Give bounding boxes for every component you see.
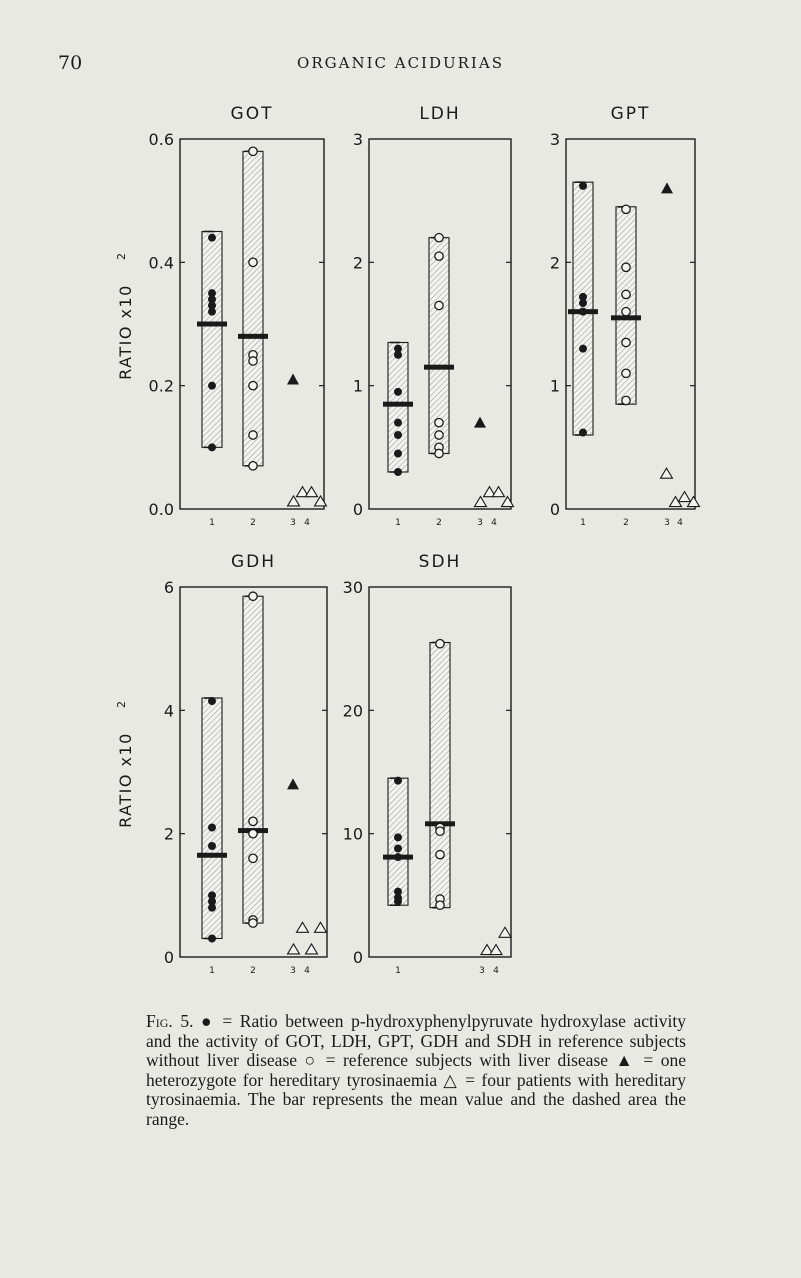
y-tick-label: 0.2 [148,376,174,396]
data-point [579,345,587,353]
series-group-2 [611,205,641,405]
data-point [394,898,402,906]
chart-panel-ldh [353,104,514,528]
chart-panel-got [115,104,327,528]
chart-panel-gpt [550,104,700,528]
data-point [436,827,444,835]
data-point [394,450,402,458]
data-point [394,351,402,359]
data-point [315,922,327,932]
data-point [394,833,402,841]
data-point [490,945,502,955]
series-group-1 [197,697,227,942]
y-tick-label: 20 [342,701,363,721]
data-point [208,697,216,705]
range-box [388,778,408,905]
data-point [288,944,300,954]
mean-bar [197,322,227,327]
data-point [475,497,487,507]
y-tick-label: 2 [549,253,560,273]
x-group-label: 4 [491,518,497,528]
y-tick-label: 4 [163,701,174,721]
x-group-label: 3 [479,966,485,976]
data-point [579,429,587,437]
data-point [435,449,443,457]
caption-label: Fig. 5. [146,1011,194,1031]
data-point [249,357,257,365]
y-axis-label-exponent: 2 [115,701,128,708]
data-point [579,308,587,316]
series-group-2 [238,592,268,927]
mean-bar [383,402,413,407]
series-group-2 [425,640,455,910]
y-tick-label: 3 [549,130,560,149]
data-point [288,496,300,506]
data-point [435,233,443,241]
x-group-label: 2 [250,966,256,976]
x-group-label: 3 [290,966,296,976]
data-point [208,234,216,242]
x-group-label: 3 [664,518,670,528]
data-point [622,396,630,404]
data-point [499,927,511,937]
y-tick-label: 0 [163,948,174,967]
mean-bar [238,334,268,339]
chart-title: GDH [230,552,277,572]
y-axis-label [115,701,135,828]
chart-panel-sdh [343,552,511,976]
x-group-label: 1 [209,518,215,528]
series-group-3 [287,374,299,385]
mean-bar [424,365,454,370]
y-tick-label: 2 [352,253,363,273]
data-point [579,299,587,307]
x-group-label: 4 [677,518,683,528]
x-group-label: 1 [580,518,586,528]
data-point [622,290,630,298]
data-point [315,496,327,506]
data-point [249,854,257,862]
data-point [622,205,630,213]
caption-text-2: = reference subjects with liver disease [318,1050,616,1070]
data-point [297,922,309,932]
y-tick-label: 0 [549,500,560,519]
data-point [249,462,257,470]
figure-caption [146,1012,686,1129]
data-point [394,844,402,852]
data-point [622,263,630,271]
range-box [202,232,222,448]
y-tick-label: 10 [342,824,363,844]
data-point [435,431,443,439]
y-axis-label-text: RATIO x10 [116,732,135,828]
x-group-label: 1 [395,966,401,976]
x-group-label: 3 [290,518,296,528]
data-point [208,904,216,912]
y-tick-label: 3 [352,130,363,149]
series-group-1 [383,777,413,906]
data-point [622,338,630,346]
series-group-3 [287,778,299,789]
data-point [394,431,402,439]
data-point [435,252,443,260]
series-group-3 [474,417,486,428]
range-box [243,151,263,466]
data-point [208,824,216,832]
open-triangle-icon: △ [443,1069,459,1090]
chart-title: GPT [610,104,651,124]
data-point [394,419,402,427]
y-tick-label: 2 [163,824,174,844]
data-point [208,308,216,316]
data-point [208,443,216,451]
y-tick-label: 0 [352,500,363,519]
data-point [435,301,443,309]
series-group-4 [288,922,327,954]
data-point [502,497,514,507]
range-box [243,596,263,923]
series-group-4 [661,468,700,506]
y-tick-label: 0 [352,948,363,967]
series-group-4 [481,927,511,954]
caption-text-4: = four patients with hereditary tyrosinaemia. The bar represents the mean value and the dashed area the range. [146,1069,686,1129]
running-head: ORGANIC ACIDURIAS [297,54,504,72]
data-point [287,778,299,789]
data-point [436,640,444,648]
data-point [679,492,691,502]
series-group-1 [197,232,227,452]
y-tick-label: 1 [352,376,363,396]
data-point [306,487,318,497]
data-point [249,147,257,155]
filled-circle-icon: ● [201,1011,215,1031]
data-point [249,381,257,389]
y-tick-label: 30 [342,578,363,597]
series-group-3 [661,182,673,193]
data-point [435,418,443,426]
data-point [208,842,216,850]
data-point [661,468,673,478]
open-circle-icon: ○ [304,1050,319,1070]
chart-panel-gdh [115,552,327,976]
data-point [249,817,257,825]
data-point [622,369,630,377]
x-group-label: 1 [209,966,215,976]
page-number: 70 [58,52,83,74]
y-tick-label: 6 [163,578,174,597]
data-point [394,853,402,861]
data-point [661,182,673,193]
data-point [249,919,257,927]
range-box [430,643,450,908]
data-point [493,487,505,497]
y-axis-label-text: RATIO x10 [116,284,135,380]
data-point [394,468,402,476]
chart-title: GOT [230,104,274,124]
data-point [436,850,444,858]
data-point [249,258,257,266]
chart-title: LDH [419,104,461,124]
data-point [208,382,216,390]
x-group-label: 1 [395,518,401,528]
series-group-4 [475,487,514,507]
data-point [306,944,318,954]
x-group-label: 2 [623,518,629,528]
caption-text-3: = one heterozygote for hereditary tyrosinaemia [146,1050,686,1090]
y-tick-label: 0.0 [148,500,174,519]
data-point [394,388,402,396]
series-group-4 [288,487,327,506]
x-group-label: 4 [304,518,310,528]
chart-title: SDH [418,552,462,572]
data-point [394,777,402,785]
series-group-2 [238,147,268,470]
x-group-label: 2 [436,518,442,528]
y-axis-label [115,253,135,380]
series-group-1 [568,182,598,437]
x-group-label: 4 [493,966,499,976]
data-point [287,374,299,385]
y-tick-label: 1 [549,376,560,396]
data-point [622,307,630,315]
y-tick-label: 0.4 [148,253,174,273]
y-axis-label-exponent: 2 [115,253,128,260]
data-point [436,901,444,909]
x-group-label: 2 [250,518,256,528]
data-point [579,182,587,190]
filled-triangle-icon: ▲ [615,1050,636,1070]
series-group-2 [424,233,454,457]
y-tick-label: 0.6 [148,130,174,149]
caption-text-1: = Ratio between p-hydroxyphenylpyruvate hydroxylase activity and the activity of GOT, LDH, GPT, GDH and SDH in reference subjects without liver disease [146,1011,686,1070]
series-group-1 [383,343,413,477]
data-point [249,829,257,837]
data-point [474,417,486,428]
x-group-label: 4 [304,966,310,976]
mean-bar [197,853,227,858]
data-point [249,592,257,600]
data-point [249,431,257,439]
x-group-label: 3 [477,518,483,528]
data-point [208,935,216,943]
